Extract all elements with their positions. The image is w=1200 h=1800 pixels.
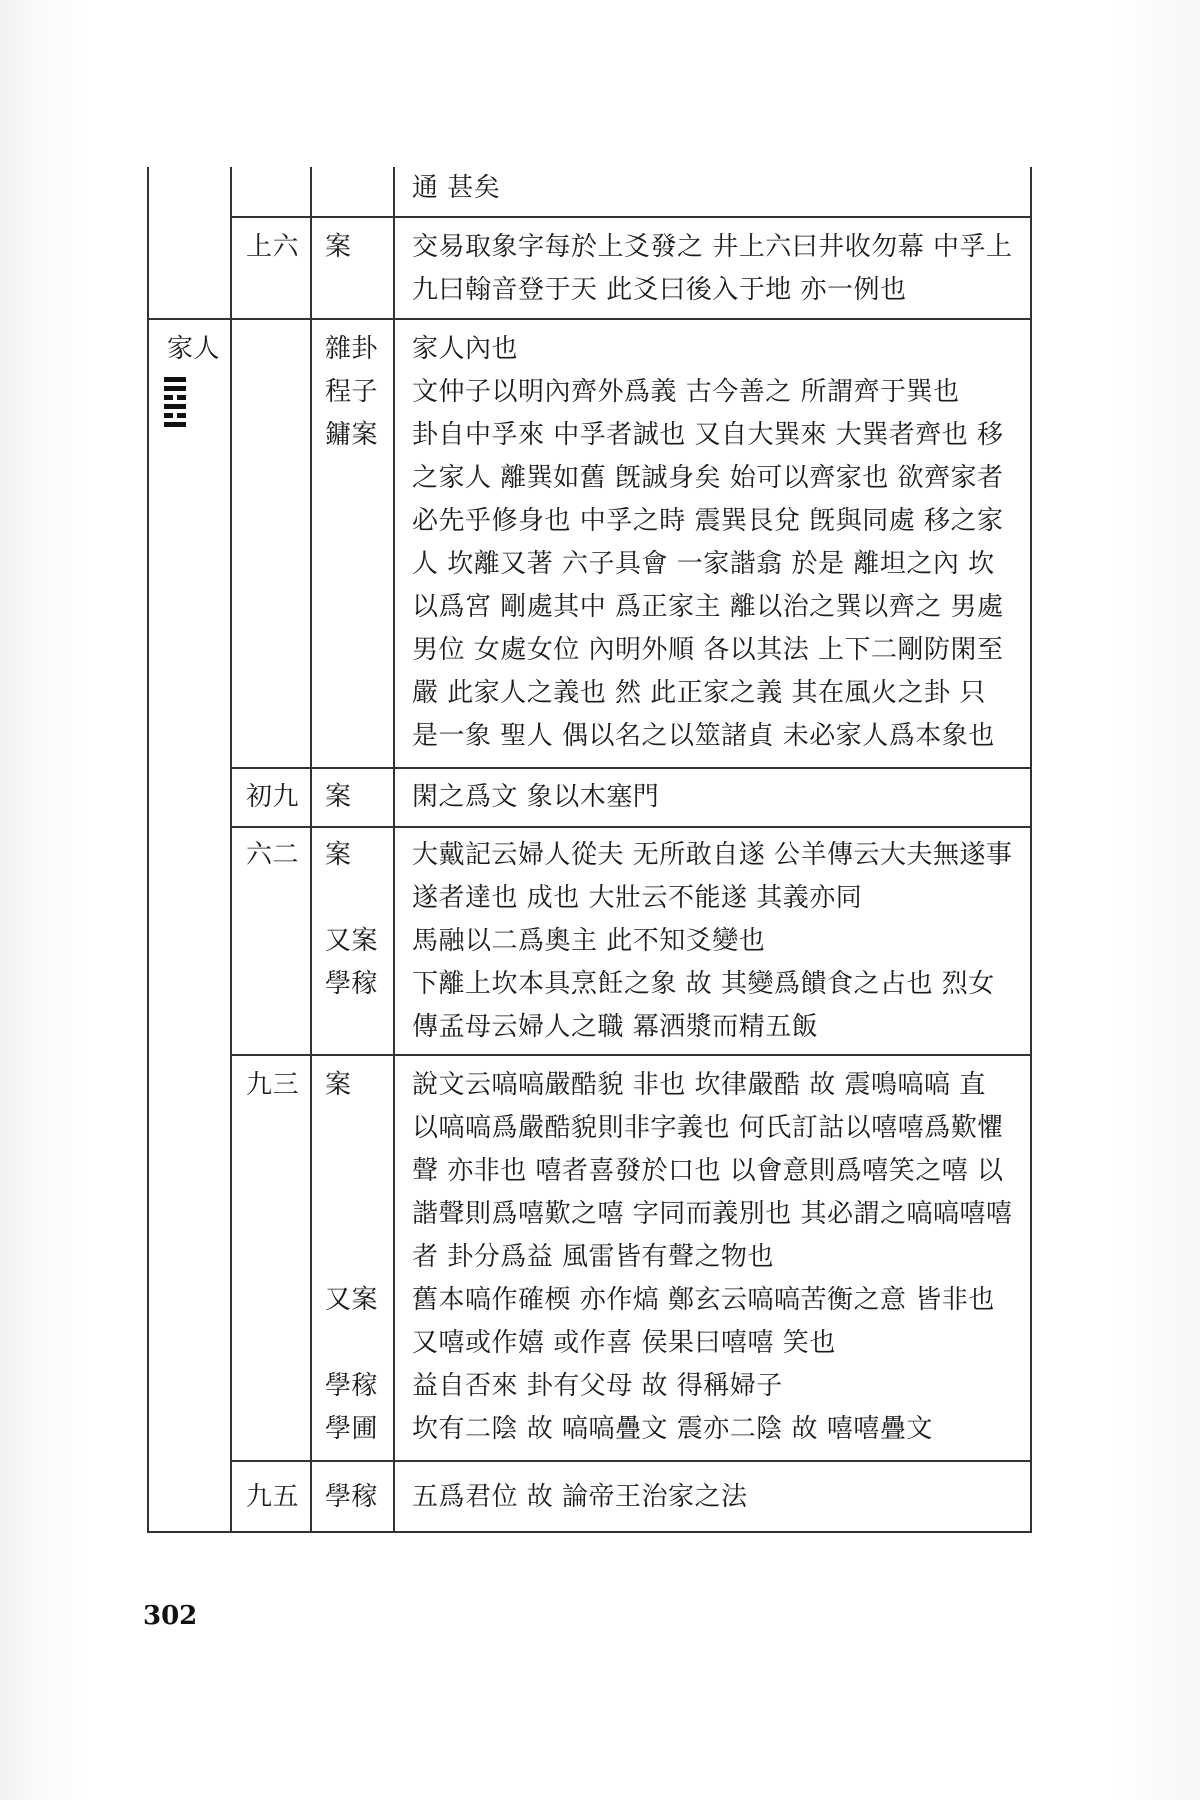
row-rule xyxy=(230,1460,1032,1462)
source-label: 又案 xyxy=(325,1285,379,1315)
source-label: 案 xyxy=(325,782,352,812)
commentary-line: 卦自中孚來 中孚者誠也 又自大巽來 大巽者齊也 移 xyxy=(412,420,1004,450)
source-label: 學稼 xyxy=(325,1482,379,1512)
commentary-line: 以爲宮 剛處其中 爲正家主 離以治之巽以齊之 男處 xyxy=(412,592,1004,622)
commentary-line: 閑之爲文 象以木塞門 xyxy=(412,782,660,812)
commentary-line: 舊本嗃作確㮕 亦作熇 鄭玄云嗃嗃苦𧗾之意 皆非也 xyxy=(412,1285,995,1315)
commentary-line: 人 坎離又著 六子具會 一家諧翕 於是 離坦之內 坎 xyxy=(412,549,995,579)
commentary-line: 以嗃嗃爲嚴酷貌則非字義也 何氏訂詁以嘻嘻爲歎懼 xyxy=(412,1113,1004,1143)
row-rule xyxy=(230,216,1032,218)
commentary-line: 之家人 離巽如舊 旣誠身矣 始可以齊家也 欲齊家者 xyxy=(412,463,1004,493)
commentary-line: 者 卦分爲益 風雷皆有聲之物也 xyxy=(412,1242,775,1272)
commentary-line: 是一象 聖人 偶以名之以筮諸貞 未必家人爲本象也 xyxy=(412,721,995,751)
commentary-line: 文仲子以明內齊外爲義 古今善之 所謂齊于巽也 xyxy=(412,377,960,407)
source-label: 鏞案 xyxy=(325,420,379,450)
row-rule xyxy=(230,1054,1032,1056)
hexagram-name: 家人 xyxy=(167,334,221,364)
commentary-line: 下離上坎本具烹飪之象 故 其變爲饋食之占也 烈女 xyxy=(412,969,995,999)
commentary-line: 交易取象字每於上爻發之 井上六曰井收勿幕 中孚上 xyxy=(412,232,1013,262)
commentary-line: 必先乎修身也 中孚之時 震巽艮兌 旣與同處 移之家 xyxy=(412,506,1004,536)
source-label: 程子 xyxy=(325,377,379,407)
commentary-line: 傳孟母云婦人之職 冪洒漿而精五飯 xyxy=(412,1012,819,1042)
table-divider-line xyxy=(310,167,312,1533)
line-label-shangliu: 上六 xyxy=(246,232,300,262)
source-label: 學稼 xyxy=(325,969,379,999)
source-label: 雜卦 xyxy=(325,334,379,364)
commentary-line: 通 甚矣 xyxy=(412,173,501,203)
table-divider-source xyxy=(393,167,395,1533)
commentary-line: 九曰翰音登于天 此爻曰後入于地 亦一例也 xyxy=(412,275,907,305)
commentary-line: 馬融以二爲奧主 此不知爻變也 xyxy=(412,926,766,956)
source-label: 學稼 xyxy=(325,1371,379,1401)
commentary-line: 益自否來 卦有父母 故 得稱婦子 xyxy=(412,1371,783,1401)
commentary-line: 坎有二陰 故 嗃嗃疊文 震亦二陰 故 嘻嘻疊文 xyxy=(412,1414,933,1444)
commentary-line: 嚴 此家人之義也 然 此正家之義 其在風火之卦 只 xyxy=(412,678,986,708)
row-rule xyxy=(230,767,1032,769)
source-label: 案 xyxy=(325,840,352,870)
commentary-line: 遂者達也 成也 大壯云不能遂 其義亦同 xyxy=(412,883,863,913)
commentary-line: 家人內也 xyxy=(412,334,519,364)
table-border-bottom xyxy=(147,1531,1032,1533)
page-number: 302 xyxy=(143,1601,198,1631)
row-rule xyxy=(147,318,1032,320)
source-label: 學圃 xyxy=(325,1414,379,1444)
commentary-line: 男位 女處女位 內明外順 各以其法 上下二剛防閑至 xyxy=(412,635,1004,665)
line-label-chujiu: 初九 xyxy=(246,782,300,812)
row-rule xyxy=(230,826,1032,828)
commentary-line: 又嘻或作嬉 或作喜 侯果曰嘻嘻 笑也 xyxy=(412,1328,836,1358)
source-label: 案 xyxy=(325,1070,352,1100)
commentary-line: 大戴記云婦人從夫 无所敢自遂 公羊傳云大夫無遂事 xyxy=(412,840,1013,870)
commentary-line: 聲 亦非也 嘻者喜發於口也 以會意則爲嘻笑之嘻 以 xyxy=(412,1156,1004,1186)
source-label: 又案 xyxy=(325,926,379,956)
trigram-stack-icon xyxy=(164,377,186,431)
commentary-line: 說文云嗃嗃嚴酷貌 非也 坎律嚴酷 故 震鳴嗃嗃 直 xyxy=(412,1070,986,1100)
line-label-jiuwu: 九五 xyxy=(246,1482,300,1512)
table-border-right xyxy=(1030,167,1032,1533)
table-border-left xyxy=(147,167,149,1533)
line-label-liuer: 六二 xyxy=(246,840,300,870)
commentary-line: 五爲君位 故 論帝王治家之法 xyxy=(412,1482,748,1512)
source-label: 案 xyxy=(325,232,352,262)
line-label-jiusan: 九三 xyxy=(246,1070,300,1100)
commentary-line: 諧聲則爲嘻歎之嘻 字同而義別也 其必謂之嗃嗃嘻嘻 xyxy=(412,1199,1013,1229)
table-divider-section xyxy=(230,167,232,1533)
